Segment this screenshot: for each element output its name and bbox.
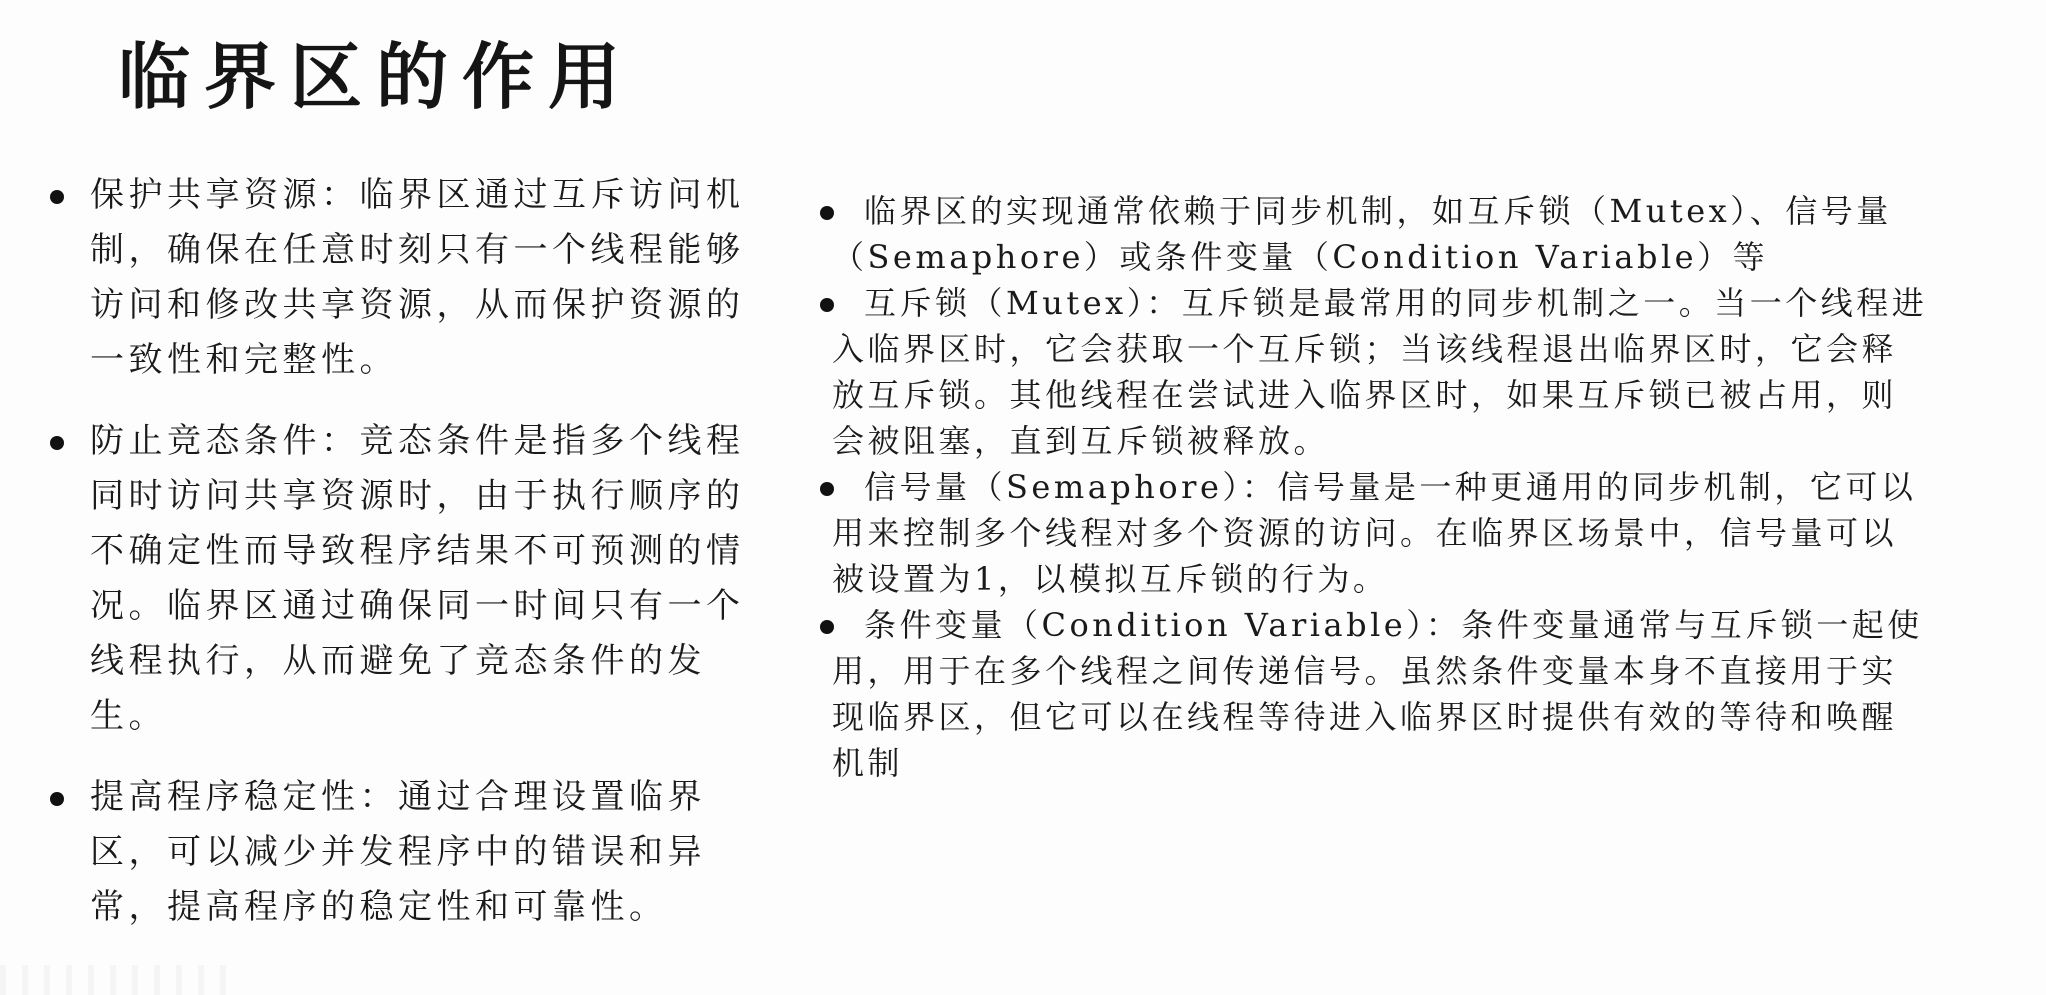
bullet-text: 保护共享资源：临界区通过互斥访问机制，确保在任意时刻只有一个线程能够访问和修改共享资源，从而保护资源的一致性和完整性。	[90, 175, 745, 380]
bullet-item-condition-variable	[820, 602, 1930, 786]
left-column	[48, 168, 748, 961]
bullet-text: 提高程序稳定性：通过合理设置临界区，可以减少并发程序中的错误和异常，提高程序的稳定性和可靠性。	[90, 777, 706, 927]
bullet-dot-icon	[820, 298, 834, 312]
bullet-text: 条件变量（Condition Variable）：条件变量通常与互斥锁一起使用，用于在多个线程之间传递信号。虽然条件变量本身不直接用于实现临界区，但它可以在线程等待进入临界区时提供有效的等待和唤醒机制	[832, 606, 1923, 782]
bullet-dot-icon	[820, 206, 834, 220]
right-column	[820, 188, 1930, 786]
bullet-item-stability	[48, 770, 748, 935]
bullet-text: 互斥锁（Mutex）：互斥锁是最常用的同步机制之一。当一个线程进入临界区时，它会获取一个互斥锁；当该线程退出临界区时，它会释放互斥锁。其他线程在尝试进入临界区时，如果互斥锁已被占用，则会被阻塞，直到互斥锁被释放。	[832, 284, 1928, 460]
bullet-dot-icon	[820, 620, 834, 634]
bullet-text: 临界区的实现通常依赖于同步机制，如互斥锁（Mutex）、信号量（Semaphore）或条件变量（Condition Variable）等	[832, 192, 1892, 276]
bullet-item-protect-resources	[48, 168, 748, 388]
bullet-text: 防止竞态条件：竞态条件是指多个线程同时访问共享资源时，由于执行顺序的不确定性而导致程序结果不可预测的情况。临界区通过确保同一时间只有一个线程执行，从而避免了竞态条件的发生。	[90, 421, 745, 736]
bullet-item-mutex	[820, 280, 1930, 464]
slide-title: 临界区的作用	[118, 34, 635, 119]
bullet-dot-icon	[50, 190, 64, 204]
bullet-item-sync-mechanisms	[820, 188, 1930, 280]
bullet-item-semaphore	[820, 464, 1930, 602]
decorative-corner-mark	[0, 965, 230, 995]
bullet-item-prevent-race	[48, 414, 748, 744]
bullet-dot-icon	[50, 436, 64, 450]
bullet-text: 信号量（Semaphore）：信号量是一种更通用的同步机制，它可以用来控制多个线程对多个资源的访问。在临界区场景中，信号量可以被设置为1，以模拟互斥锁的行为。	[832, 468, 1917, 598]
bullet-dot-icon	[820, 482, 834, 496]
bullet-dot-icon	[50, 792, 64, 806]
